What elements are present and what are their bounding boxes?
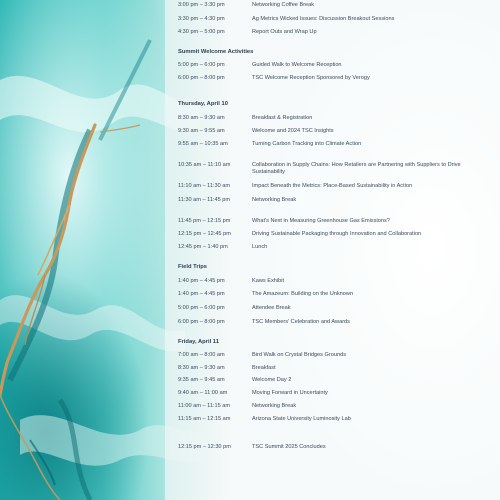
agenda-time: 6:00 pm – 8:00 pm: [178, 75, 225, 81]
agenda-time: 9:40 am – 11:00 am: [178, 390, 228, 396]
agenda-time: 11:15 am – 12:15 am: [178, 416, 231, 422]
agenda-time: 11:00 am – 11:15 am: [178, 403, 231, 409]
agenda-event: Turning Carbon Tracking into Climate Action: [252, 141, 362, 147]
agenda-event: TSC Summit 2025 Concludes: [252, 444, 326, 450]
agenda-time: 1:40 pm – 4:45 pm: [178, 291, 225, 297]
section-heading-welcome: Summit Welcome Activities: [178, 49, 254, 55]
agenda-time: 3:00 pm – 3:30 pm: [178, 2, 225, 8]
agenda-time: 11:45 pm – 12:15 pm: [178, 218, 231, 224]
agenda-event: Welcome and 2024 TSC Insights: [252, 128, 334, 134]
agenda-time: 9:30 am – 9:55 am: [178, 128, 225, 134]
agenda-time: 11:10 am – 11:30 am: [178, 183, 231, 189]
agenda-event: Welcome Day 2: [252, 377, 292, 383]
agenda-event: TSC Members' Celebration and Awards: [252, 319, 350, 325]
agenda-event: Networking Break: [252, 403, 297, 409]
agenda-time: 1:40 pm – 4:45 pm: [178, 278, 225, 284]
agenda-time: 12:45 pm – 1:40 pm: [178, 244, 228, 250]
agenda-time: 11:30 am – 11:45 pm: [178, 197, 231, 203]
section-heading-field-trips: Field Trips: [178, 264, 207, 270]
agenda-time: 9:35 am – 9:45 am: [178, 377, 225, 383]
agenda-time: 6:00 pm – 8:00 pm: [178, 319, 225, 325]
section-heading-thursday: Thursday, April 10: [178, 101, 228, 107]
agenda-event: Networking Break: [252, 197, 297, 203]
agenda-time: 8:30 am – 9:30 am: [178, 115, 225, 121]
agenda-event: Driving Sustainable Packaging through Innovation and Collaboration: [252, 231, 422, 237]
agenda-event: Networking Coffee Break: [252, 2, 315, 8]
agenda-time: 9:55 am – 10:35 am: [178, 141, 228, 147]
agenda-event: Impact Beneath the Metrics: Place-Based Sustainability in Action: [252, 183, 413, 189]
agenda-event: What's Next in Measuring Greenhouse Gas Emissions?: [252, 218, 390, 224]
agenda-event: Collaboration in Supply Chains: How Retailers are Partnering with Suppliers to Drive Sustainability: [252, 162, 461, 175]
agenda-event: Attendee Break: [252, 305, 291, 311]
agenda-time: 7:00 am – 8:00 am: [178, 352, 225, 358]
agenda-event: Breakfast: [252, 365, 276, 371]
agenda-event: Report Outs and Wrap Up: [252, 29, 317, 35]
agenda-time: 5:00 pm – 6:00 pm: [178, 62, 225, 68]
agenda-event: The Amazeum: Building on the Unknown: [252, 291, 354, 297]
agenda-time: 4:30 pm – 5:00 pm: [178, 29, 225, 35]
agenda-event: Kaws Exhibit: [252, 278, 285, 284]
agenda-event: Lunch: [252, 244, 268, 250]
agenda-event: Guided Walk to Welcome Reception: [252, 62, 342, 68]
agenda-event: Arizona State University Luminosity Lab: [252, 416, 351, 422]
agenda-event: Breakfast & Registration: [252, 115, 313, 121]
agenda-time: 3:30 pm – 4:30 pm: [178, 16, 225, 22]
agenda-time: 12:15 pm – 12:30 pm: [178, 444, 231, 450]
section-heading-friday: Friday, April 11: [178, 339, 219, 345]
agenda-event: Bird Walk on Crystal Bridges Grounds: [252, 352, 346, 358]
agenda-schedule: [178, 0, 488, 500]
agenda-event: Ag Metrics Wicked Issues: Discussion Breakout Sessions: [252, 16, 395, 22]
agenda-time: 5:00 pm – 6:00 pm: [178, 305, 225, 311]
agenda-time: 12:15 pm – 12:45 pm: [178, 231, 231, 237]
agenda-time: 10:35 am – 11:10 am: [178, 162, 231, 168]
agenda-event: TSC Welcome Reception Sponsored by Verogy: [252, 75, 370, 81]
agenda-event: Moving Forward in Uncertainty: [252, 390, 328, 396]
agenda-time: 8:30 am – 9:30 am: [178, 365, 225, 371]
